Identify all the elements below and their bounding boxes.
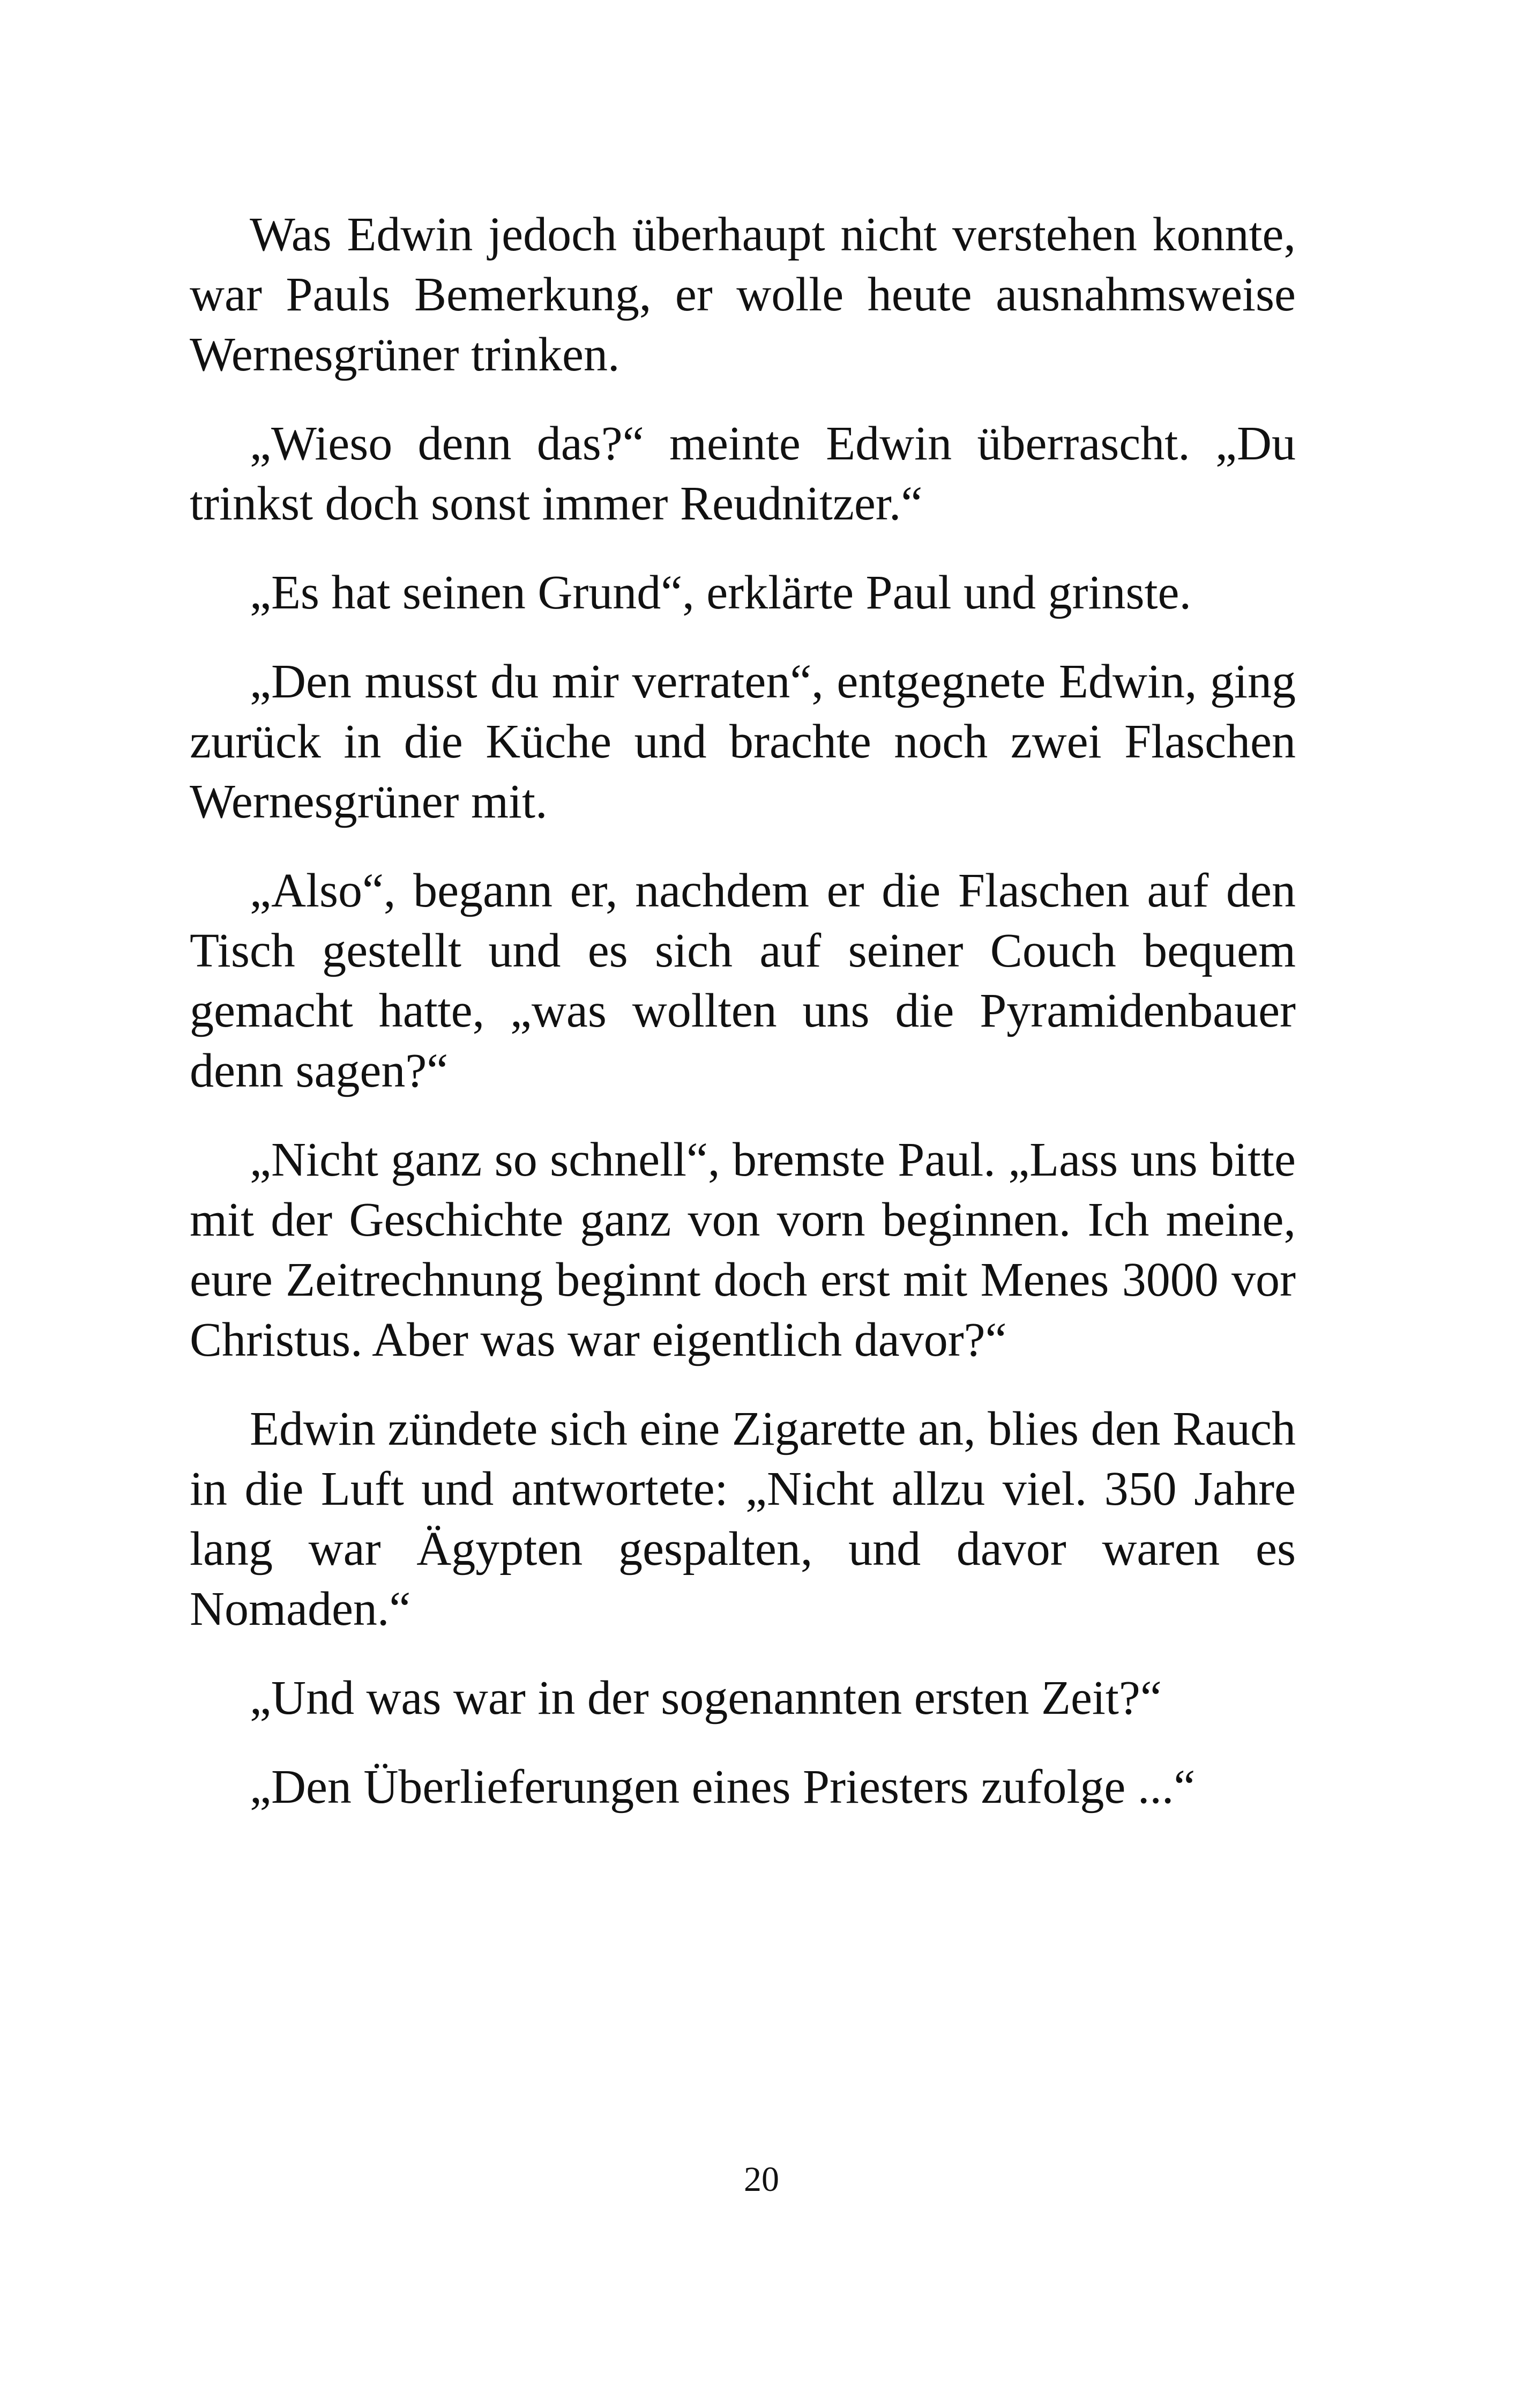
paragraph-8: „Und was war in der sogenannten ersten Zeit?“: [250, 1671, 1162, 1725]
paragraph-9: „Den Überlieferungen eines Priesters zufolge ...“: [250, 1760, 1196, 1814]
paragraph-7: Edwin zündete sich eine Zigarette an, blies den Rauch in die Luft und antwortete: „Nicht allzu viel. 350 Jahre lang war Ägypten gespalten, und davor waren es Nomaden.“: [190, 1402, 1296, 1636]
paragraph-4: „Den musst du mir verraten“, entgegnete Edwin, ging zurück in die Küche und brachte noch zwei Flaschen Wernesgrüner mit.: [190, 655, 1296, 828]
body-text: [190, 205, 1296, 1817]
paragraph-2: „Wieso denn das?“ meinte Edwin überrascht. „Du trinkst doch sonst immer Reudnitzer.“: [190, 417, 1296, 530]
page-number: 20: [744, 2160, 779, 2199]
paragraph-5: „Also“, begann er, nachdem er die Flaschen auf den Tisch gestellt und es sich auf seiner Couch bequem gemacht hatte, „was wollten uns die Pyramidenbauer denn sagen?“: [190, 864, 1296, 1097]
paragraph-1: Was Edwin jedoch überhaupt nicht verstehen konnte, war Pauls Bemerkung, er wolle heute ausnahmsweise Wernesgrüner trinken.: [190, 208, 1296, 381]
paragraph-6: „Nicht ganz so schnell“, bremste Paul. „Lass uns bitte mit der Geschichte ganz von vorn beginnen. Ich meine, eure Zeitrechnung beginnt doch erst mit Menes 3000 vor Christus. Aber was war eigentlich davor?“: [190, 1133, 1296, 1366]
paragraph-3: „Es hat seinen Grund“, erklärte Paul und grinste.: [250, 566, 1191, 619]
